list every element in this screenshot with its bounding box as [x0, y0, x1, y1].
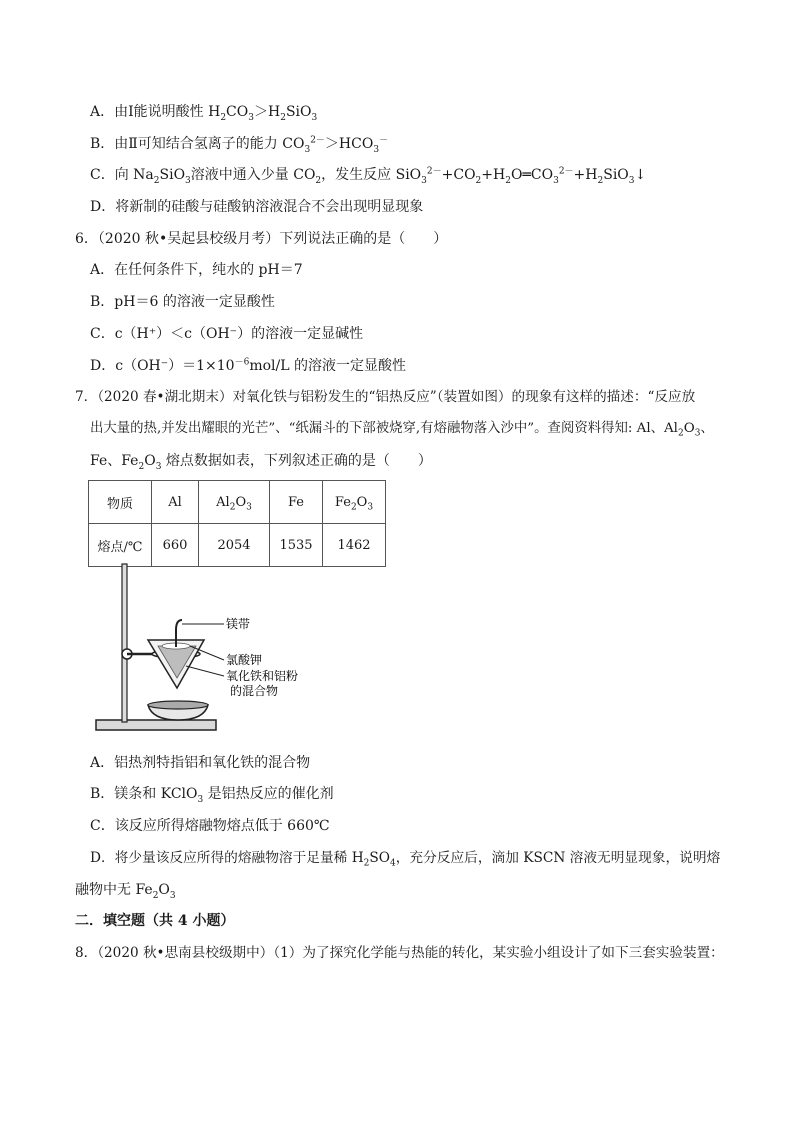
table-cell: $Al_2O_3$ [199, 481, 270, 524]
thermite-apparatus-figure [92, 560, 322, 736]
section-heading-fill-in: 二．填空题（共 4 小题） [75, 913, 235, 929]
q5-option-a: A．由Ⅰ能说明酸性 $H_2CO_3>H_2SiO_3$ [90, 104, 318, 123]
table-header-row [89, 481, 386, 524]
stand-base [96, 720, 216, 730]
label-mg-strip: 镁带 [226, 617, 251, 631]
table-cell: $Fe_2O_3$ [323, 481, 386, 524]
table-cell: 熔点/℃ [89, 524, 152, 567]
label-mixture-2: 的混合物 [230, 684, 279, 698]
q5-option-d: D．将新制的硅酸与硅酸钠溶液混合不会出现明显现象 [90, 199, 424, 215]
table-cell: Al [152, 481, 199, 524]
q6-option-d: D．$c(OH^-)=1\times 10^{-6}mol/L$ 的溶液一定显酸性 [90, 357, 406, 374]
melting-point-table [88, 480, 386, 567]
q6-option-b: B．pH＝6 的溶液一定显酸性 [90, 294, 275, 310]
q6-stem: 6．（2020 秋•吴起县校级月考）下列说法正确的是（ ） [75, 231, 448, 247]
label-kclo3: 氯酸钾 [226, 653, 263, 667]
q7-option-a: A．铝热剂特指铝和氧化铁的混合物 [90, 755, 311, 771]
table-cell: 2054 [199, 524, 270, 567]
table-cell: 物质 [89, 481, 152, 524]
q7-stem-line3: Fe、$Fe_2O_3$ 熔点数据如表，下列叙述正确的是（ ） [90, 453, 432, 472]
q5-option-c: C．向 $Na_2SiO_3$溶液中通入少量 $CO_2$，发生反应 $SiO_3^{2-}+CO_2+H_2O═CO_3^{2-}+H_2SiO_3↓$ [90, 166, 647, 186]
q7-option-d-line2: 融物中无 $Fe_2O_3$ [75, 882, 176, 901]
q5-option-b: B．由Ⅱ可知结合氢离子的能力 $CO_3^{2-}>HCO_3^-$ [90, 135, 389, 155]
q7-option-d-line1: D．将少量该反应所得的熔融物溶于足量稀 $H_2SO_4$，充分反应后，滴加 KSCN 溶液无明显现象，说明熔 [90, 850, 721, 869]
sand [148, 701, 208, 709]
q6-option-a: A．在任何条件下，纯水的 pH＝7 [90, 262, 303, 278]
q7-option-c: C．该反应所得熔融物熔点低于 660℃ [90, 818, 330, 834]
table-cell: 660 [152, 524, 199, 567]
label-mixture-1: 氧化铁和铝粉 [226, 669, 299, 683]
q7-stem-line1: 7．（2020 春•湖北期末）对氧化铁与铝粉发生的“铝热反应”（装置如图）的现象有这样的描述：“反应放 [75, 389, 696, 405]
table-cell: 1535 [270, 524, 323, 567]
table-cell: Fe [270, 481, 323, 524]
label-line-mixture [186, 666, 224, 676]
q7-option-b: B．镁条和 KClO$_3$ 是铝热反应的催化剂 [90, 786, 334, 805]
q7-stem-line2: 出大量的热,并发出耀眼的光芒”、“纸漏斗的下部被烧穿,有熔融物落入沙中”。查阅资料得知: Al、$Al_2O_3$、 [90, 421, 714, 439]
table-cell: 1462 [323, 524, 386, 567]
stand-rod [122, 564, 127, 722]
q8-stem: 8．（2020 秋•思南县校级期中）（1）为了探究化学能与热能的转化，某实验小组设计了如下三套实验装置： [75, 945, 724, 961]
q6-option-c: C．c（H⁺）＜c（OH⁻）的溶液一定显碱性 [90, 326, 364, 342]
